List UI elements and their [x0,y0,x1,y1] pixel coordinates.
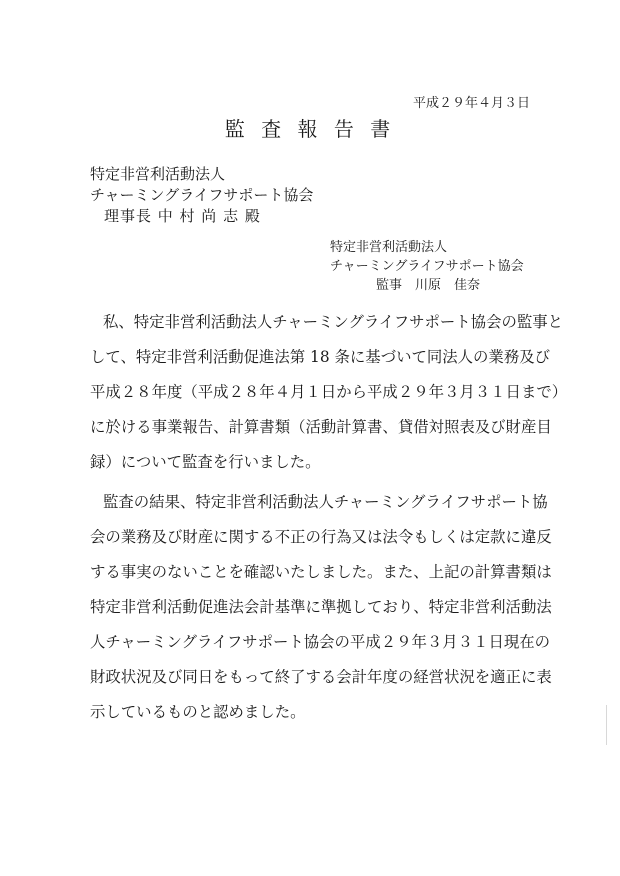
sender-org-name: チャーミングライフサポート協会 [330,259,524,274]
document-title: 監 査 報 告 書 [224,117,396,141]
sender-person: 監事 川原 佳奈 [376,278,481,293]
addressee-org-type: 特定非営利活動法人 [90,165,226,183]
body-line: 財政状況及び同日をもって終了する会計年度の経営状況を適正に表 [90,668,552,686]
body-line: に於ける事業報告、計算書類（活動計算書、貸借対照表及び財産目 [90,418,552,436]
body-line: 特定非営利活動促進法会計基準に準拠しており、特定非営利活動法 [90,598,552,616]
scan-edge-mark [606,705,607,745]
body-line: 平成２８年度（平成２８年４月１日から平成２９年３月３１日まで） [90,383,568,401]
body-line: 人チャーミングライフサポート協会の平成２９年３月３１日現在の [90,633,551,651]
sender-org-type: 特定非営利活動法人 [330,240,448,255]
body-line: 監査の結果、特定非営利活動法人チャーミングライフサポート協 [103,493,548,511]
body-line: 会の業務及び財産に関する不正の行為又は法令もしくは定款に違反 [90,528,552,546]
body-line: して、特定非営利活動促進法第 18 条に基づいて同法人の業務及び [90,348,550,366]
body-line: する事実のないことを確認いたしました。また、上記の計算書類は [90,563,552,581]
addressee-person: 理事長 中 村 尚 志 殿 [104,207,261,225]
addressee-org-name: チャーミングライフサポート協会 [90,186,314,204]
report-date: 平成２９年４月３日 [412,96,530,111]
body-line: 示しているものと認めました。 [90,703,306,721]
body-line: 私、特定非営利活動法人チャーミングライフサポート協会の監事と [103,313,564,331]
body-line: 録）について監査を行いました。 [90,453,321,471]
